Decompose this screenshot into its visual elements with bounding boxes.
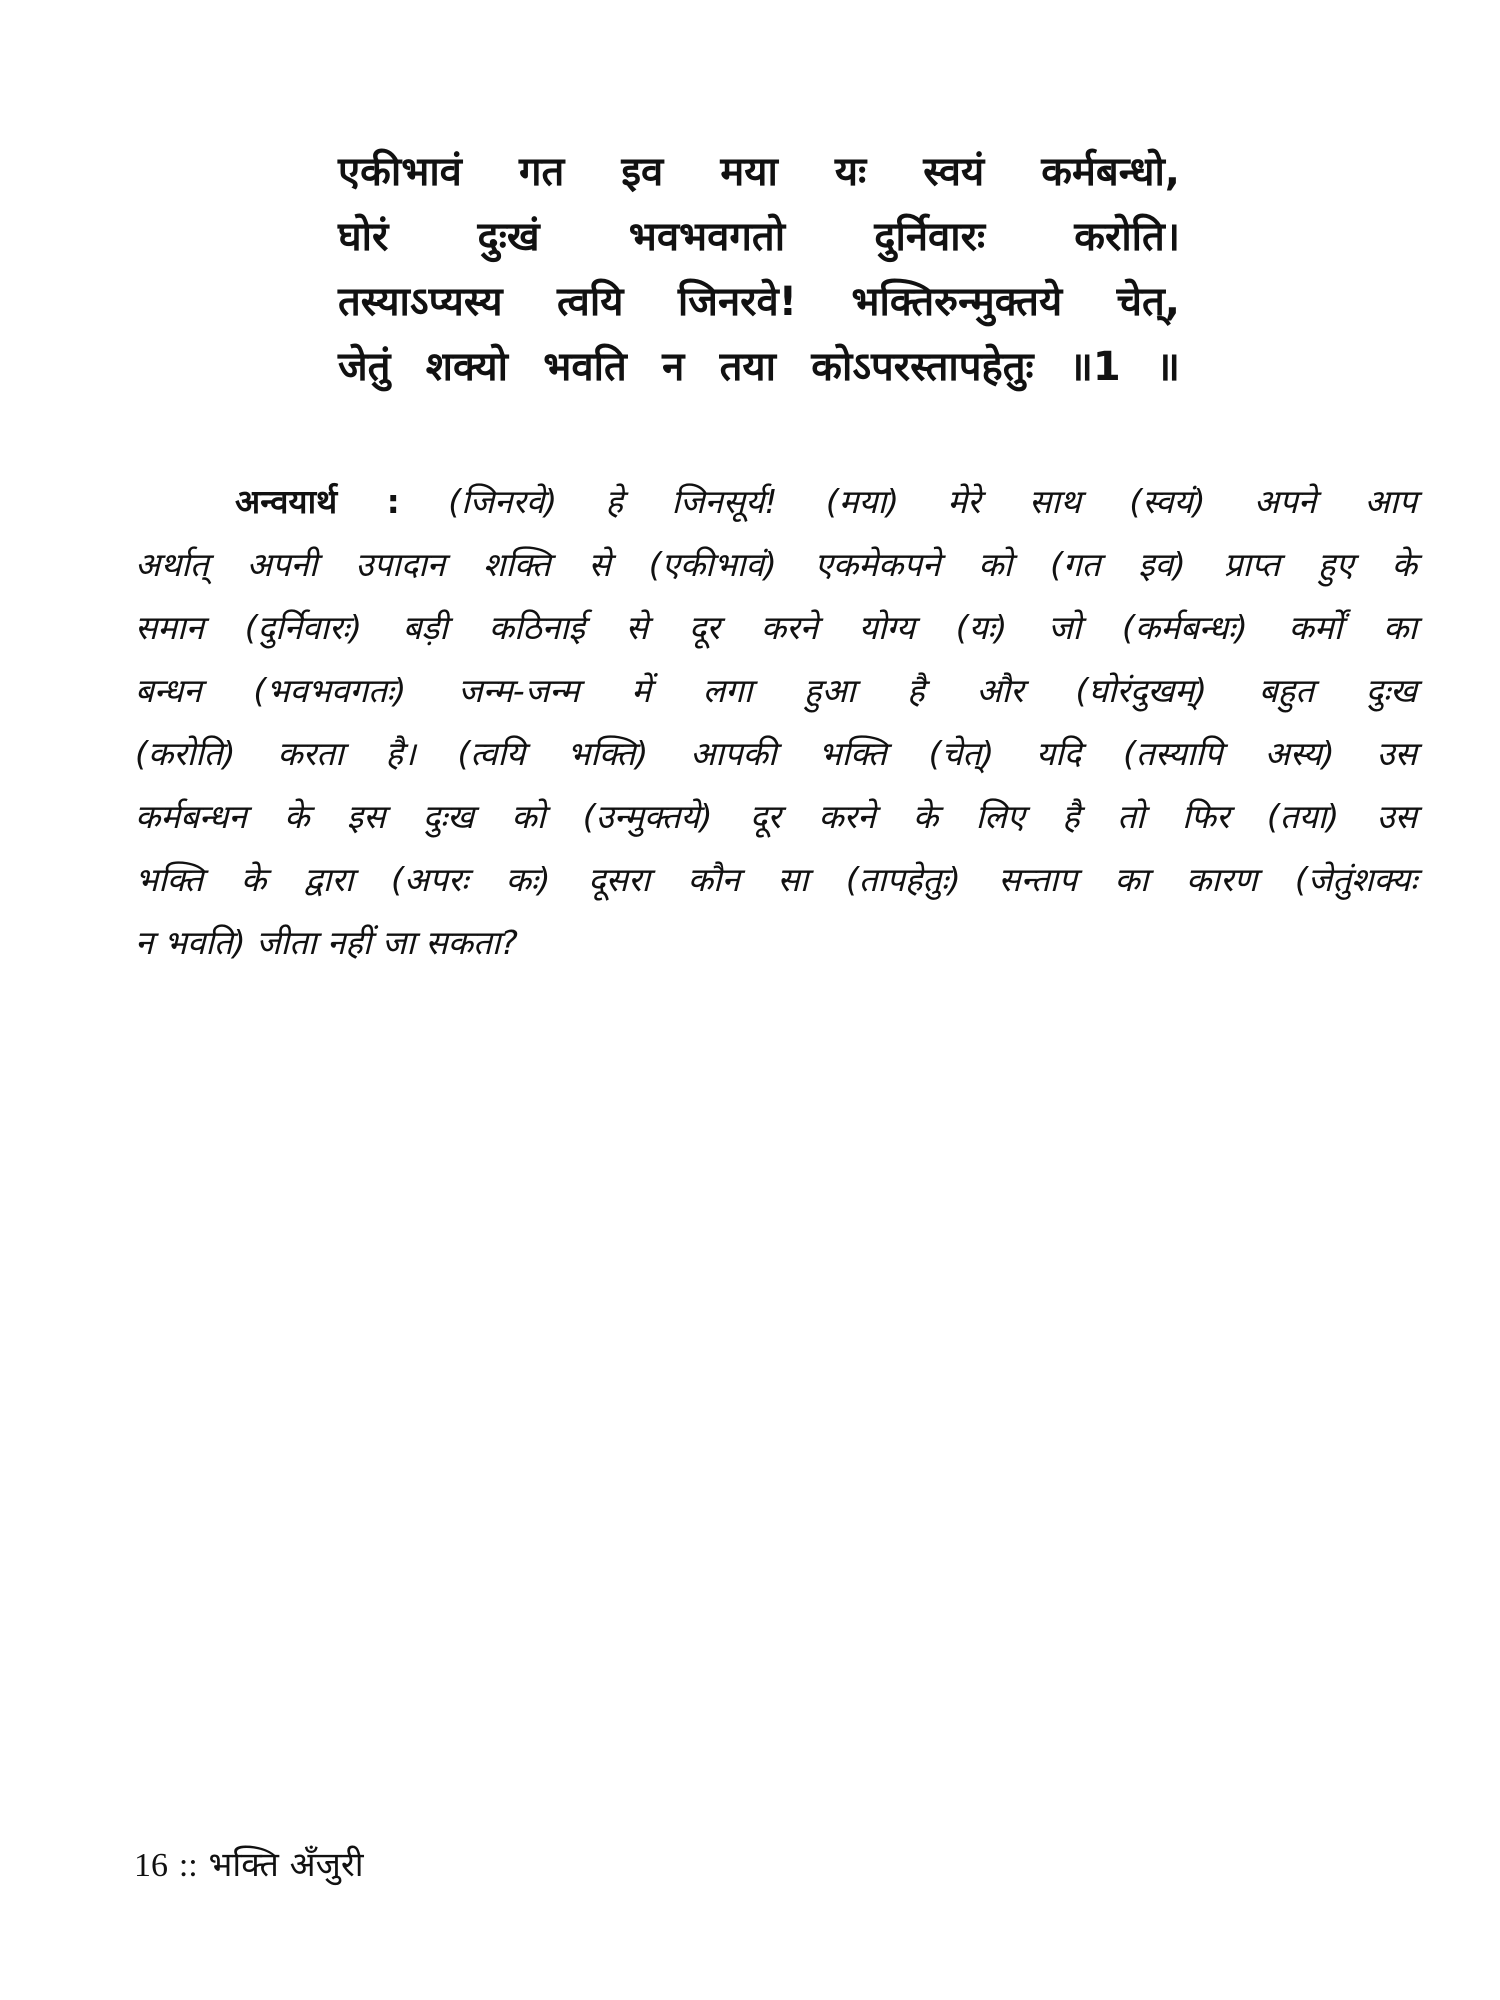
verse-line: एकीभावं गत इव मया यः स्वयं कर्मबन्धो, — [338, 149, 1180, 195]
commentary-line: समान (दुर्निवारः) बड़ी कठिनाई से दूर करने योग्य (यः) जो (कर्मबन्धः) कर्मों का — [135, 608, 1417, 647]
commentary-line: (करोति) करता है। (त्वयि भक्ति) आपकी भक्ति (चेत्) यदि (तस्यापि अस्य) उस — [135, 734, 1417, 773]
commentary-line: भक्ति के द्वारा (अपरः कः) दूसरा कौन सा (तापहेतुः) सन्ताप का कारण (जेतुंशक्यः — [135, 860, 1417, 899]
commentary-line: बन्धन (भवभवगतः) जन्म-जन्म में लगा हुआ है और (घोरंदुखम्) बहुत दुःख — [135, 671, 1417, 710]
commentary-line: अर्थात् अपनी उपादान शक्ति से (एकीभावं) एकमेकपने को (गत इव) प्राप्त हुए के — [135, 545, 1417, 584]
sanskrit-verse — [338, 140, 1180, 400]
page-footer — [134, 1840, 364, 1886]
verse-line: जेतुं शक्यो भवति न तया कोऽपरस्तापहेतुः ॥1 ॥ — [338, 344, 1180, 390]
commentary-line — [135, 470, 1417, 533]
footer-separator: :: — [178, 1847, 198, 1884]
verse-line: घोरं दुःखं भवभवगतो दुर्निवारः करोति। — [338, 214, 1180, 260]
book-title: भक्ति अँजुरी — [208, 1845, 364, 1885]
verse-line: तस्याऽप्यस्य त्वयि जिनरवे! भक्तिरुन्मुक्तये चेत्, — [338, 279, 1180, 325]
page-number: 16 — [134, 1847, 168, 1884]
commentary-line: कर्मबन्धन के इस दुःख को (उन्मुक्तये) दूर करने के लिए है तो फिर (तया) उस — [135, 797, 1417, 836]
commentary-label: अन्वयार्थ : — [235, 482, 400, 521]
commentary-paragraph — [135, 470, 1417, 974]
commentary-text: (जिनरवे) हे जिनसूर्य! (मया) मेरे साथ (स्वयं) अपने आप — [448, 482, 1417, 521]
commentary-line: न भवति) जीता नहीं जा सकता? — [135, 923, 518, 962]
